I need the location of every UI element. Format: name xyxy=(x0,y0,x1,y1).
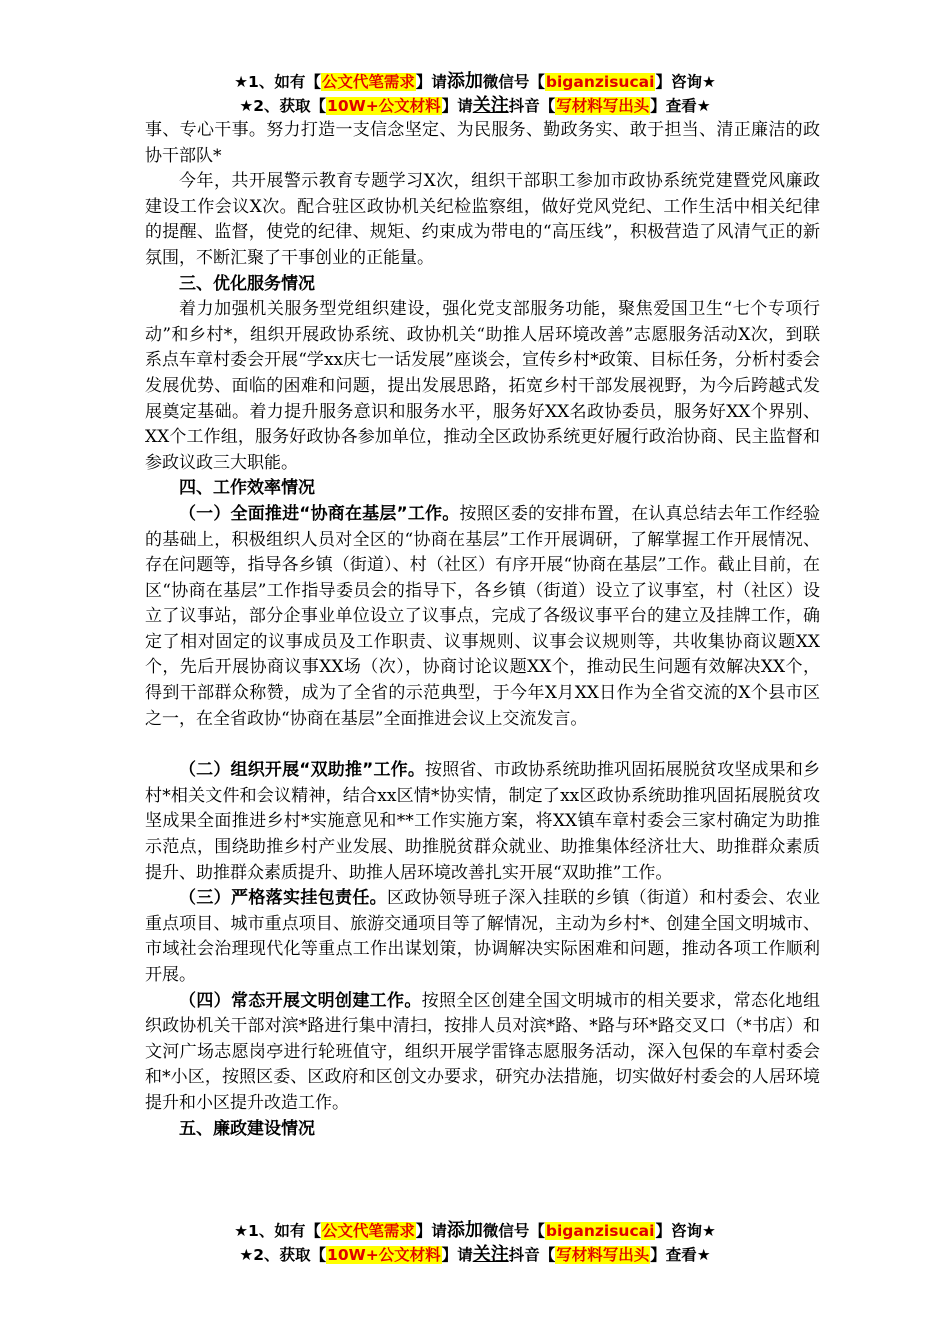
paragraph-double-push xyxy=(145,758,820,886)
spacer xyxy=(145,732,820,758)
paragraph-civilization xyxy=(145,989,820,1117)
paragraph-responsibility xyxy=(145,886,820,988)
banner-text: 】查看★ xyxy=(650,97,711,115)
banner-highlight: 公文代笔需求 xyxy=(321,1222,415,1240)
banner-text: ★1、如有【 xyxy=(234,1222,321,1240)
banner-text: ★2、获取【 xyxy=(239,97,327,115)
banner-text: 】咨询★ xyxy=(655,1222,716,1240)
banner-text: 】咨询★ xyxy=(655,73,716,91)
subsection-text: 区政协领导班子深入挂联的乡镇（街道）和村委会、农业重点项目、城市重点项目、旅游交通项目等了解情况，主动为乡村*、创建全国文明城市、市域社会治理现代化等重点工作出谋划策，协调解决实际困难和问题，推动各项工作顺利开展。 xyxy=(145,888,820,985)
banner-highlight: 10W+公文材料 xyxy=(327,1246,441,1264)
banner-highlight: 写材料写出头 xyxy=(556,1246,650,1264)
banner-text: 】请 xyxy=(415,1222,447,1240)
subsection-text: 按照全区创建全国文明城市的相关要求，常态化地组织政协机关干部对滨*路进行集中清扫，按排人员对滨*路、*路与环*路交叉口（*书店）和文河广场志愿岗亭进行轮班值守，组织开展学雷锋志愿服务活动，深入包保的车章村委会和*小区，按照区委、区政府和区创文办要求，研究办法措施，切实做好村委会的人居环境提升和小区提升改造工作。 xyxy=(145,990,821,1113)
banner-text: 】请 xyxy=(441,97,473,115)
banner-text: 抖音【 xyxy=(508,97,556,115)
banner-text: 】查看★ xyxy=(650,1246,711,1264)
paragraph-service: 着力加强机关服务型党组织建设，强化党支部服务功能，聚焦爱国卫生“七个专项行动”和乡村*，组织开展政协系统、政协机关“助推人居环境改善”志愿服务活动X次，到联系点车章村委会开展“学xx庆七一话发展”座谈会，宣传乡村*政策、目标任务，分析村委会发展优势、面临的困难和问题，提出发展思路，拓宽乡村干部发展视野，为今后跨越式发展奠定基础。着力提升服务意识和服务水平，服务好XX名政协委员，服务好XX个界别、XX个工作组，服务好政协各参加单位，推动全区政协系统更好履行政治协商、民主监督和参政议政三大职能。 xyxy=(145,299,820,473)
document-body xyxy=(145,118,820,1142)
banner-emphasis: 添加 xyxy=(446,1220,483,1241)
bottom-banner xyxy=(0,1219,950,1267)
subsection-text: 按照省、市政协系统助推巩固拓展脱贫攻坚成果和乡村*相关文件和会议精神，结合xx区情*协实情，制定了xx区政协系统助推巩固拓展脱贫攻坚成果全面推进乡村*实施意见和**工作实施方案，将XX镇车章村委会三家村确定为助推示范点，围绕助推乡村产业发展、助推脱贫群众就业、助推集体经济壮大、助推群众素质提升、助推群众素质提升、助推人居环境改善扎实开展“双助推”工作。 xyxy=(145,760,820,883)
banner-text: 微信号【 xyxy=(482,1222,545,1240)
subsection-title: （三）严格落实挂包责任。 xyxy=(179,888,387,909)
banner-highlight: 写材料写出头 xyxy=(556,97,650,115)
banner-text: ★2、获取【 xyxy=(239,1246,327,1264)
paragraph-consultation xyxy=(145,502,820,732)
subsection-title: （二）组织开展“双助推”工作。 xyxy=(179,760,426,781)
subsection-title: （四）常态开展文明创建工作。 xyxy=(179,990,422,1011)
banner-highlight: biganzisucai xyxy=(545,73,655,91)
banner-line-2 xyxy=(0,1243,950,1267)
section-heading-integrity: 五、廉政建设情况 xyxy=(179,1118,315,1139)
paragraph-intro: 事、专心干事。努力打造一支信念坚定、为民服务、勤政务实、敢于担当、清正廉洁的政协干部队* xyxy=(145,120,820,166)
section-heading-efficiency: 四、工作效率情况 xyxy=(179,478,315,499)
banner-text: 】请 xyxy=(441,1246,473,1264)
banner-text: 微信号【 xyxy=(482,73,545,91)
banner-line-1 xyxy=(0,1219,950,1243)
banner-emphasis: 关注 xyxy=(472,95,509,116)
top-banner xyxy=(0,70,950,118)
banner-text: 】请 xyxy=(415,73,447,91)
banner-emphasis: 关注 xyxy=(472,1244,509,1265)
banner-highlight: 10W+公文材料 xyxy=(327,97,441,115)
banner-text: ★1、如有【 xyxy=(234,73,321,91)
banner-emphasis: 添加 xyxy=(446,71,483,92)
section-heading-service: 三、优化服务情况 xyxy=(179,273,315,294)
subsection-title: （一）全面推进“协商在基层”工作。 xyxy=(179,503,460,524)
banner-highlight: 公文代笔需求 xyxy=(321,73,415,91)
banner-text: 抖音【 xyxy=(508,1246,556,1264)
subsection-text: 按照区委的安排布置，在认真总结去年工作经验的基础上，积极组织人员对全区的“协商在基层”工作开展调研，了解掌握工作开展情况、存在问题等，指导各乡镇（街道）、村（社区）有序开展“协商在基层”工作。截止目前，在区“协商在基层”工作指导委员会的指导下，各乡镇（街道）设立了议事室，村（社区）设立了议事站，部分企事业单位设立了议事点，完成了各级议事平台的建立及挂牌工作，确定了相对固定的议事成员及工作职责、议事规则、议事会议规则等，共收集协商议题XX个，先后开展协商议事XX场（次），协商讨论议题XX个，推动民生问题有效解决XX个，得到干部群众称赞，成为了全省的示范典型，于今年X月XX日作为全省交流的X个县市区之一，在全省政协“协商在基层”全面推进会议上交流发言。 xyxy=(145,503,820,729)
paragraph-warning-education: 今年，共开展警示教育专题学习X次，组织干部职工参加市政协系统党建暨党风廉政建设工作会议X次。配合驻区政协机关纪检监察组，做好党风党纪、工作生活中相关纪律的提醒、监督，使党的纪律、规矩、约束成为带电的“高压线”，积极营造了风清气正的新氛围，不断汇聚了干事创业的正能量。 xyxy=(145,171,820,268)
banner-highlight: biganzisucai xyxy=(545,1222,655,1240)
banner-line-2 xyxy=(0,94,950,118)
banner-line-1 xyxy=(0,70,950,94)
